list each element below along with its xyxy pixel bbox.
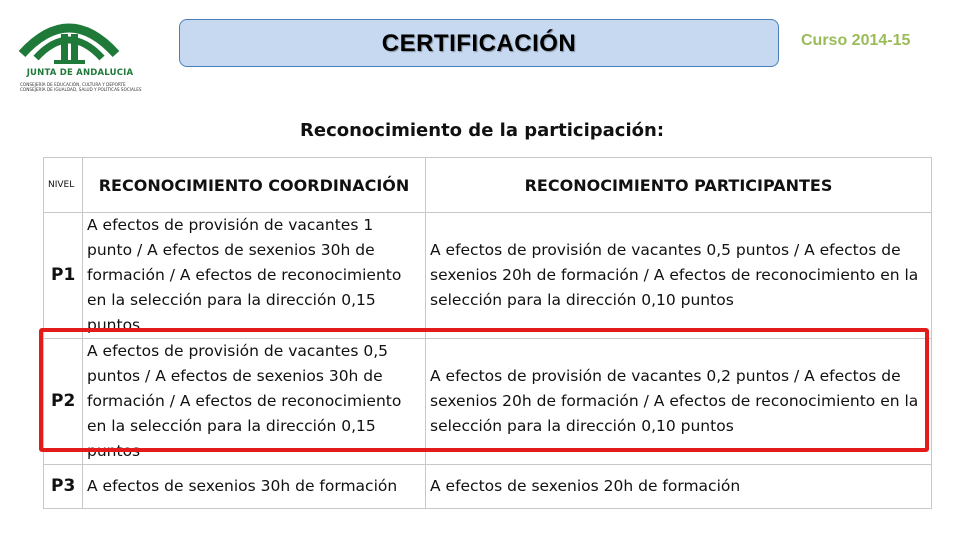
column-header-participants: RECONOCIMIENTO PARTICIPANTES	[426, 158, 932, 213]
table-row	[44, 213, 932, 339]
coordination-cell: A efectos de provisión de vacantes 0,5 puntos / A efectos de sexenios 30h de formación / A efectos de reconocimiento en la selección para la dirección 0,15 puntos	[83, 339, 426, 465]
coordination-cell: A efectos de provisión de vacantes 1 punto / A efectos de sexenios 30h de formación / A efectos de reconocimiento en la selección para la dirección 0,15 puntos	[83, 213, 426, 339]
title-banner	[179, 19, 779, 67]
junta-andalucia-logo	[14, 8, 144, 100]
level-cell: P3	[44, 465, 83, 509]
table-row	[44, 465, 932, 509]
recognition-table	[43, 157, 932, 509]
section-heading: Reconocimiento de la participación:	[300, 120, 665, 141]
course-label: Curso 2014-15	[801, 32, 911, 49]
participants-cell: A efectos de sexenios 20h de formación	[426, 465, 932, 509]
logo-subtitle-line-1: CONSEJERÍA DE EDUCACIÓN, CULTURA Y DEPORTE	[20, 82, 126, 87]
page-title: CERTIFICACIÓN	[381, 30, 577, 57]
logo-subtitle	[20, 82, 146, 92]
logo-title: JUNTA DE ANDALUCIA	[26, 68, 134, 78]
participants-cell: A efectos de provisión de vacantes 0,5 puntos / A efectos de sexenios 20h de formación / A efectos de reconocimiento en la selección para la dirección 0,10 puntos	[426, 213, 932, 339]
logo-subtitle-line-2: CONSEJERÍA DE IGUALDAD, SALUD Y POLÍTICAS SOCIALES	[20, 87, 142, 92]
column-header-level: NIVEL	[44, 158, 83, 213]
level-cell: P2	[44, 339, 83, 465]
table-row	[44, 339, 932, 465]
column-header-coordination: RECONOCIMIENTO COORDINACIÓN	[83, 158, 426, 213]
table-header-row	[44, 158, 932, 213]
coordination-cell: A efectos de sexenios 30h de formación	[83, 465, 426, 509]
participants-cell: A efectos de provisión de vacantes 0,2 puntos / A efectos de sexenios 20h de formación / A efectos de reconocimiento en la selección para la dirección 0,10 puntos	[426, 339, 932, 465]
level-cell: P1	[44, 213, 83, 339]
junta-andalucia-arch-icon	[14, 8, 124, 66]
